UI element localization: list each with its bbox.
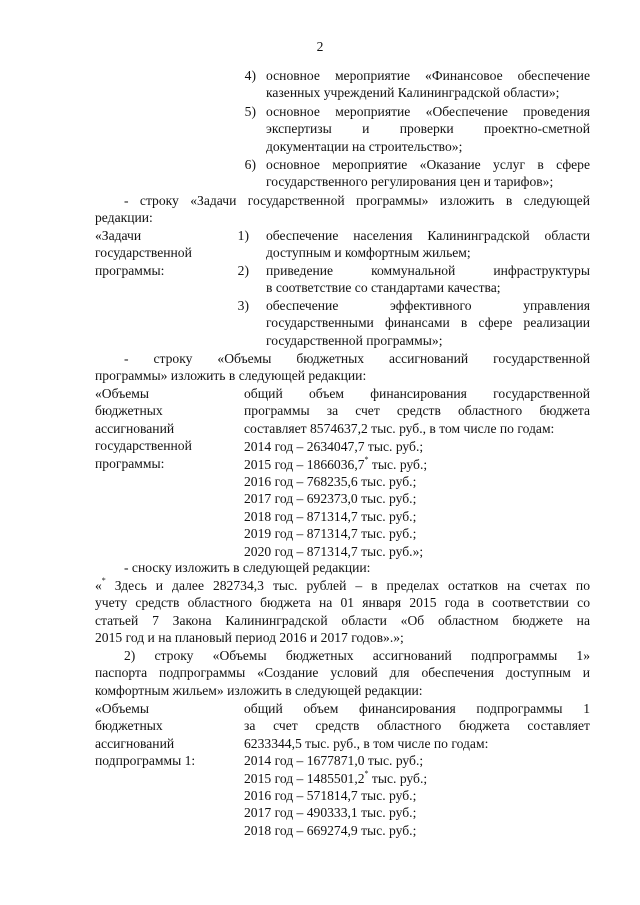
year-line: 2018 год – 871314,7 тыс. руб.; [244,508,417,524]
tasks-label: «Задачи государственной программы: [95,228,192,278]
year-line: 2014 год – 1677871,0 тыс. руб.; [244,753,424,769]
list-item: основное мероприятие «Оказание услуг в сфере государственного регулирования цен и тарифов»; [266,157,590,190]
task-item: обеспечение населения Калининградской области доступным и комфортным жильем; [266,228,590,261]
year-line: 2017 год – 490333,1 тыс. руб.; [244,805,417,821]
year-line: 2014 год – 2634047,7 тыс. руб.; [244,439,424,455]
subprogram-text: общий объем финансирования подпрограммы 1 за счет средств областного бюджета составляет 6233344,5 тыс. руб., в том числе по годам: 2014 год – 1677871,0 тыс. руб.; 2015 год – 1485501,2* тыс. руб.; 2016 год – 571814,7 тыс. руб.; 2017 год – 490333,1 тыс. руб.; 2018 год – 669274,9 тыс. руб.; [244,701,590,838]
footnote-text: «* Здесь и далее 282734,3 тыс. рублей – в пределах остатков на счетах по учету средств областного бюджета на 01 января 2015 года в соответствии со статьей 7 Закона Калининградской области «Об областном бюджете на 2015 год и на плановый период 2016 и 2017 годов».»; [95,576,590,646]
task-number: 1) [237,228,249,243]
paragraph-footnote: - сноску изложить в следующей редакции: [124,560,371,575]
volumes-text: общий объем финансирования государственной программы за счет средств областного бюджета составляет 8574637,2 тыс. руб., в том числе по годам: 2014 год – 2634047,7 тыс. руб.; 2015 год – 1866036,7* тыс. руб.; 2016 год – 768235,6 тыс. руб.; 2017 год – 692373,0 тыс. руб.; 2018 год – 871314,7 тыс. руб.; 2019 год – 871314,7 тыс. руб.; 2020 год – 871314,7 тыс. руб.»; [244,386,590,559]
list-item-number: 5) [244,104,256,119]
task-item: приведение коммунальной инфраструктуры в соответствие со стандартами качества; [266,263,590,296]
volumes-label: «Объемы бюджетных ассигнований государственной программы: [95,386,192,471]
subprogram-label: «Объемы бюджетных ассигнований подпрограммы 1: [95,701,196,769]
task-number: 2) [237,263,249,278]
page-number: 2 [316,39,324,54]
year-line: 2015 год – 1866036,7* тыс. руб.; [244,455,428,472]
year-line: 2019 год – 871314,7 тыс. руб.; [244,526,417,542]
year-line: 2015 год – 1485501,2* тыс. руб.; [244,769,428,786]
paragraph-volumes: - строку «Объемы бюджетных ассигнований государственной программы» изложить в следующей редакции: [95,351,590,384]
list-item-number: 6) [244,157,256,172]
task-item: обеспечение эффективного управления государственными финансами в сфере реализации государственной программы»; [266,298,590,348]
year-line: 2018 год – 669274,9 тыс. руб.; [244,822,417,838]
year-line: 2017 год – 692373,0 тыс. руб.; [244,491,417,507]
paragraph-tasks: - строку «Задачи государственной программы» изложить в следующей редакции: [95,193,590,226]
list-item-number: 4) [244,68,256,83]
year-line: 2016 год – 571814,7 тыс. руб.; [244,788,417,804]
year-line: 2016 год – 768235,6 тыс. руб.; [244,474,417,490]
list-item: основное мероприятие «Финансовое обеспечение казенных учреждений Калининградской области»; [266,68,590,101]
task-number: 3) [237,298,249,313]
year-line: 2020 год – 871314,7 тыс. руб.»; [244,543,424,559]
list-item: основное мероприятие «Обеспечение проведения экспертизы и проверки проектно-сметной документации на строительство»; [266,104,590,154]
paragraph-subprogram: 2) строку «Объемы бюджетных ассигнований подпрограммы 1» паспорта подпрограммы «Создание условий для обеспечения доступным и комфортным жильем» изложить в следующей редакции: [95,648,590,698]
